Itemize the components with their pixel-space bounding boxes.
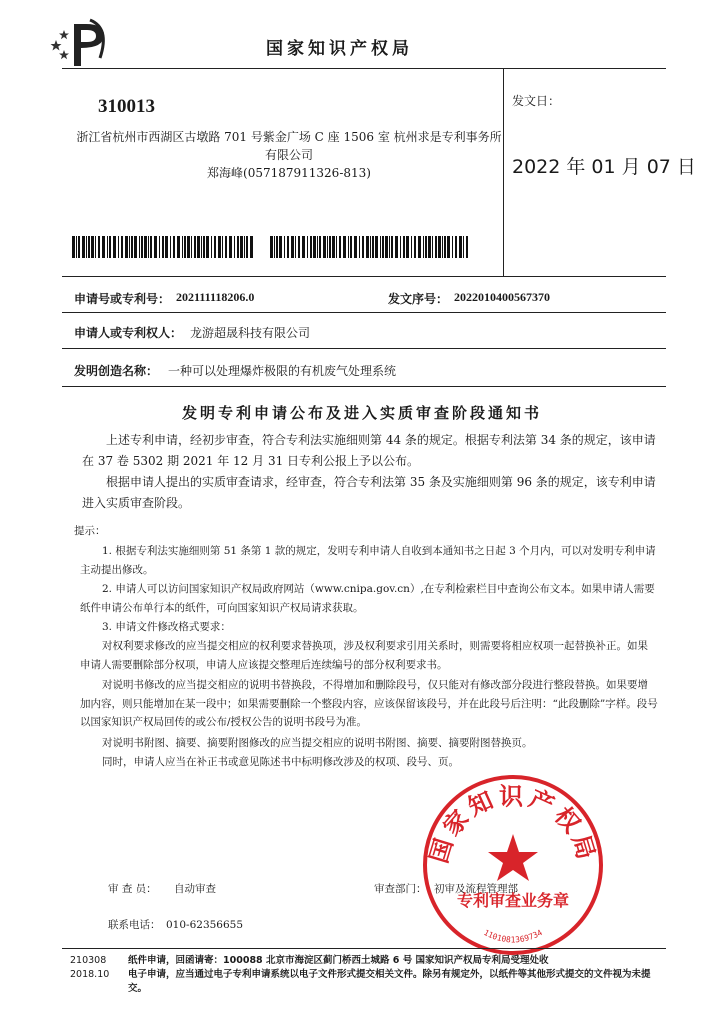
header-bottom-rule — [62, 276, 666, 277]
examiner-label: 审 查 员： — [108, 883, 157, 895]
cnipa-logo — [50, 18, 112, 68]
invention-title: 一种可以处理爆炸极限的有机废气处理系统 — [168, 364, 397, 378]
serial-number: 2022010400567370 — [454, 290, 550, 304]
footer-rule — [62, 948, 666, 949]
tips-heading: 提示： — [74, 525, 106, 537]
tip-item: 2. 申请人可以访问国家知识产权局政府网站（www.cnipa.gov.cn）,在专利检索栏目中查询公布文本。如果申请人需要纸件申请公布单行本的纸件，可向国家知识产权局请求获取。 — [80, 583, 655, 614]
barcode-right — [270, 236, 468, 258]
applicant-label: 申请人或专利权人： — [74, 326, 183, 340]
form-date: 2018.10 — [70, 969, 110, 980]
seal-inner-text: 专利审查业务章 — [456, 891, 570, 910]
application-number: 202111118206.0 — [176, 290, 255, 304]
invention-title-label: 发明创造名称： — [74, 364, 159, 378]
barcode-left — [72, 236, 254, 258]
notice-paragraph-1: 上述专利申请，经初步审查，符合专利法实施细则第 44 条的规定。根据专利法第 34 条的规定，该申请在 37 卷 5302 期 2021 年 12 月 31 日专利公报上予以公布。 — [82, 433, 656, 468]
phone-label: 联系电话： — [108, 919, 161, 931]
tip-item: 同时，申请人应当在补正书或意见陈述书中标明修改涉及的权项、段号、页。 — [102, 756, 459, 768]
footer-mail-note: 纸件申请，回函请寄：100088 北京市海淀区蓟门桥西土城路 6 号 国家知识产权局专利局受理处收 — [128, 955, 549, 966]
tip-item: 对权利要求修改的应当提交相应的权利要求替换项，涉及权利要求引用关系时，则需要将相应权项一起替换补正。如果申请人需要删除部分权项，申请人应该提交整理后连续编号的部分权利要求书。 — [80, 640, 648, 671]
issue-date-label: 发文日： — [512, 94, 561, 108]
seal-star-icon — [488, 834, 538, 881]
serial-number-label: 发文序号： — [388, 292, 449, 306]
contact: 郑海峰(057187911326-813) — [207, 166, 371, 180]
postcode: 310013 — [98, 96, 155, 117]
tip-item: 3. 申请文件修改格式要求： — [102, 621, 231, 633]
row-rule-3 — [62, 386, 666, 387]
department-label: 审查部门： — [374, 883, 427, 895]
office-name: 国家知识产权局 — [266, 39, 413, 59]
form-code: 210308 — [70, 955, 107, 966]
official-seal — [420, 772, 606, 958]
seal-outer-text: 国家知识产权局 — [423, 781, 603, 867]
footer-electronic-note: 电子申请，应当通过电子专利申请系统以电子文件形式提交相关文件。除另有规定外，以纸件等其他形式提交的文件视为未提交。 — [128, 969, 651, 994]
application-number-label: 申请号或专利号： — [74, 292, 171, 306]
row-rule-2 — [62, 348, 666, 349]
notice-paragraph-2: 根据申请人提出的实质审查请求，经审查，符合专利法第 35 条及实施细则第 96 条的规定，该专利申请进入实质审查阶段。 — [82, 475, 656, 510]
issue-date: 2022 年 01 月 07 日 — [512, 156, 696, 178]
address: 浙江省杭州市西湖区古墩路 701 号紫金广场 C 座 1506 室 杭州求是专利事务所有限公司 — [76, 130, 502, 162]
examiner: 自动审查 — [174, 883, 216, 895]
svg-text:1101081369734 — [482, 928, 544, 944]
tip-item: 1. 根据专利法实施细则第 51 条第 1 款的规定，发明专利申请人自收到本通知书之日起 3 个月内，可以对发明专利申请主动提出修改。 — [80, 545, 656, 576]
row-rule-1 — [62, 312, 666, 313]
addressee-block — [74, 128, 504, 182]
phone: 010-62356655 — [166, 919, 244, 931]
tip-item: 对说明书附图、摘要、摘要附图修改的应当提交相应的说明书附图、摘要、摘要附图替换页。 — [102, 737, 533, 749]
notice-title: 发明专利申请公布及进入实质审查阶段通知书 — [181, 404, 542, 422]
department: 初审及流程管理部 — [434, 883, 518, 895]
tip-item: 对说明书修改的应当提交相应的说明书替换段，不得增加和删除段号，仅只能对有修改部分段进行整段替换。如果要增加内容，则只能增加在某一段中；如果需要删除一个整段内容，应该保留该段号，并在此段号后注明：“此段删除”字样。段号以国家知识产权局回传的或公布/授权公告的说明书段号为准。 — [80, 679, 658, 728]
applicant: 龙游超晟科技有限公司 — [190, 326, 311, 340]
seal-serial: 1101081369734 — [482, 927, 544, 945]
header-top-rule — [62, 68, 666, 69]
